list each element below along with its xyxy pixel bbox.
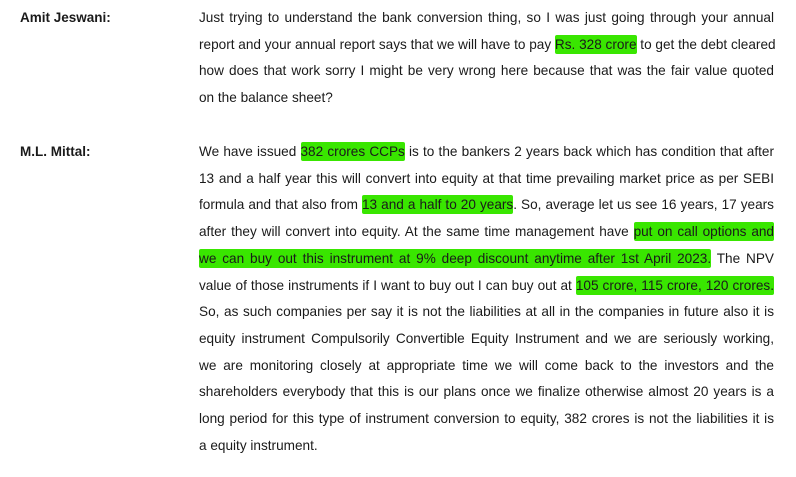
text-line xyxy=(199,299,774,325)
text-segment: . So, average let us see 16 years, 17 years xyxy=(513,197,774,213)
text-line xyxy=(199,192,774,218)
highlighted-text: 13 and a half to 20 years xyxy=(362,197,514,213)
text-segment: after they will convert into equity. At the same time management have xyxy=(199,224,634,240)
text-segment: a equity instrument. xyxy=(199,437,318,453)
text-line xyxy=(199,5,774,31)
speaker-name: M.L. Mittal: xyxy=(20,144,91,159)
text-segment: long period for this type of instrument conversion to equity, 382 crores is not the liabilities it is xyxy=(199,411,774,426)
text-line xyxy=(199,273,774,299)
text-line xyxy=(199,433,774,459)
speaker-name: Amit Jeswani: xyxy=(20,10,111,25)
text-line xyxy=(199,353,774,379)
text-segment: is to the bankers 2 years back which has condition that after xyxy=(404,144,775,159)
text-line xyxy=(199,32,774,58)
text-segment: report and your annual report says that we will have to pay xyxy=(199,36,555,52)
text-segment: 13 and a half year this will convert into equity at that time prevailing market price as per SEBI xyxy=(199,170,774,186)
highlighted-text: we can buy out this instrument at 9% deep discount anytime after 1st April 2023. xyxy=(199,250,712,266)
highlighted-text: 105 crore, 115 crore, 120 crores. xyxy=(575,277,774,293)
text-segment: to get the debt cleared xyxy=(636,36,776,52)
text-segment: equity instrument Compulsorily Convertible Equity Instrument and we are seriously working, xyxy=(199,330,774,346)
text-segment: formula and that also from xyxy=(199,197,362,213)
text-line xyxy=(199,406,774,432)
text-line xyxy=(199,85,774,111)
text-segment: Just trying to understand the bank conversion thing, so I was just going through your annual xyxy=(199,10,774,25)
text-line xyxy=(199,58,774,84)
text-line xyxy=(199,219,774,245)
text-segment: on the balance sheet? xyxy=(199,90,333,106)
highlighted-text: put on call options and xyxy=(633,224,774,240)
text-line xyxy=(199,326,774,352)
text-segment: We have issued xyxy=(199,144,301,159)
highlighted-text: 382 crores CCPs xyxy=(300,144,405,159)
text-segment: how does that work sorry I might be very wrong here because that was the fair value quoted xyxy=(199,63,774,79)
highlighted-text: Rs. 328 crore xyxy=(554,36,637,52)
text-segment: we are monitoring closely at appropriate time we will come back to the investors and the xyxy=(199,357,774,373)
text-line xyxy=(199,246,774,272)
text-segment: The NPV xyxy=(711,250,774,266)
text-segment: So, as such companies per say it is not the liabilities at all in the companies in future also it is xyxy=(199,304,774,320)
text-segment: value of those instruments if I want to buy out I can buy out at xyxy=(199,277,576,293)
text-segment: shareholders everybody that this is our plans once we finalize otherwise almost 20 years is a xyxy=(199,384,774,400)
text-line xyxy=(199,379,774,405)
text-line xyxy=(199,166,774,192)
text-line xyxy=(199,139,774,165)
